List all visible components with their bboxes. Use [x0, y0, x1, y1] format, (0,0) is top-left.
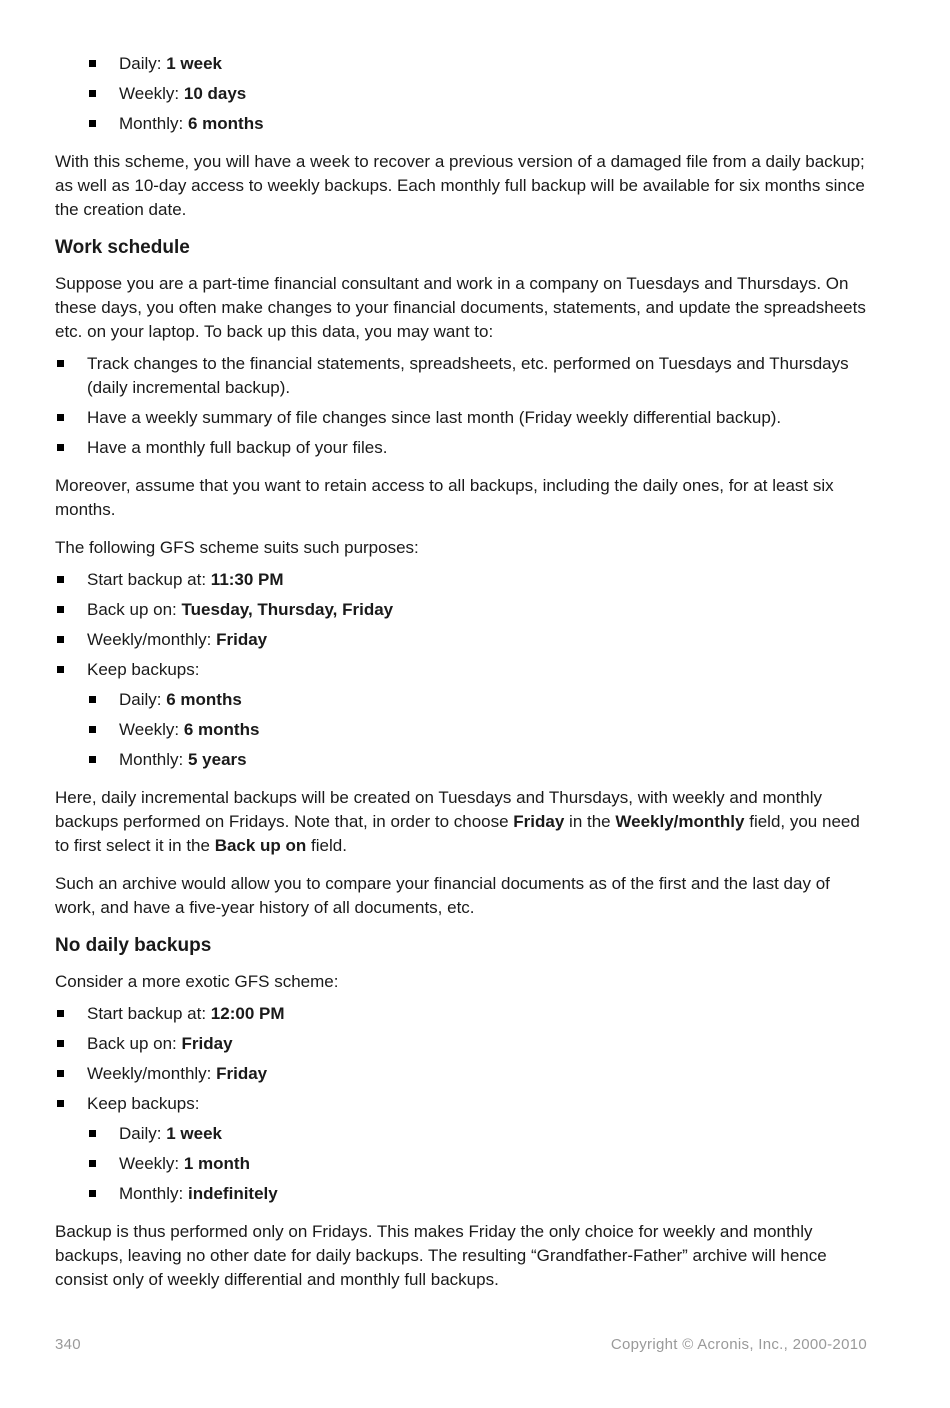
list-item: Back up on: Friday — [55, 1032, 875, 1056]
paragraph: With this scheme, you will have a week to recover a previous version of a damaged file from a daily backup; as well as 10-day access to weekly backups. Each monthly full backup will be available for six months since the creation date. — [55, 152, 865, 219]
work-needs-list — [55, 352, 875, 460]
list-item: Start backup at: 12:00 PM — [55, 1002, 875, 1026]
bullet-icon — [57, 1010, 64, 1017]
paragraph: Suppose you are a part-time financial consultant and work in a company on Tuesdays and Thursdays. On these days, you often make changes to your financial documents, statements, and update the spreadsheets etc. on your laptop. To back up this data, you may want to: — [55, 274, 866, 341]
retention-list-top — [55, 52, 875, 136]
exotic-gfs-list — [55, 1002, 875, 1206]
list-item: Monthly: indefinitely — [55, 1182, 875, 1206]
bullet-icon — [89, 120, 96, 127]
list-item: Keep backups: — [55, 1092, 875, 1116]
bullet-icon — [57, 444, 64, 451]
list-item: Have a weekly summary of file changes since last month (Friday weekly differential backup). — [55, 406, 875, 430]
paragraph: Here, daily incremental backups will be created on Tuesdays and Thursdays, with weekly and monthly backups performed on Fridays. Note that, in order to choose Friday in the Weekly/monthly field, you need to first select it in the Back up on field. — [55, 788, 860, 855]
paragraph: Such an archive would allow you to compare your financial documents as of the first and the last day of work, and have a five-year history of all documents, etc. — [55, 874, 830, 917]
paragraph: Moreover, assume that you want to retain access to all backups, including the daily ones, for at least six months. — [55, 476, 834, 519]
bullet-icon — [57, 666, 64, 673]
list-item: Daily: 1 week — [55, 1122, 875, 1146]
bullet-icon — [89, 696, 96, 703]
paragraph: Backup is thus performed only on Fridays. This makes Friday the only choice for weekly and monthly backups, leaving no other date for daily backups. The resulting “Grandfather-Father” archive will hence consist only of weekly differential and monthly full backups. — [55, 1222, 827, 1289]
bullet-icon — [57, 606, 64, 613]
list-item: Weekly: 1 month — [55, 1152, 875, 1176]
list-item: Keep backups: — [55, 658, 875, 682]
list-item: Track changes to the financial statements, spreadsheets, etc. performed on Tuesdays and Thursdays (daily incremental backup). — [55, 352, 875, 400]
paragraph: The following GFS scheme suits such purposes: — [55, 538, 419, 557]
bullet-icon — [57, 636, 64, 643]
list-item: Weekly: 10 days — [55, 82, 875, 106]
bullet-icon — [57, 1040, 64, 1047]
list-item: Weekly/monthly: Friday — [55, 1062, 875, 1086]
document-body — [55, 52, 875, 1292]
bullet-icon — [89, 60, 96, 67]
list-item: Start backup at: 11:30 PM — [55, 568, 875, 592]
list-item: Monthly: 5 years — [55, 748, 875, 772]
bullet-icon — [89, 1160, 96, 1167]
bullet-icon — [89, 1190, 96, 1197]
list-item: Weekly: 6 months — [55, 718, 875, 742]
bullet-icon — [57, 414, 64, 421]
page-footer — [55, 1336, 867, 1353]
gfs-scheme-list — [55, 568, 875, 772]
section-heading-work-schedule: Work schedule — [55, 237, 190, 258]
bullet-icon — [89, 726, 96, 733]
page-number: 340 — [55, 1336, 81, 1353]
bullet-icon — [89, 1130, 96, 1137]
list-item: Daily: 6 months — [55, 688, 875, 712]
copyright-notice: Copyright © Acronis, Inc., 2000-2010 — [610, 1336, 867, 1353]
bullet-icon — [57, 1070, 64, 1077]
section-heading-no-daily-backups: No daily backups — [55, 935, 212, 956]
paragraph: Consider a more exotic GFS scheme: — [55, 972, 339, 991]
bullet-icon — [89, 756, 96, 763]
list-item: Daily: 1 week — [55, 52, 875, 76]
bullet-icon — [57, 576, 64, 583]
list-item: Weekly/monthly: Friday — [55, 628, 875, 652]
list-item: Have a monthly full backup of your files. — [55, 436, 875, 460]
bullet-icon — [57, 1100, 64, 1107]
bullet-icon — [89, 90, 96, 97]
list-item: Monthly: 6 months — [55, 112, 875, 136]
list-item: Back up on: Tuesday, Thursday, Friday — [55, 598, 875, 622]
bullet-icon — [57, 360, 64, 367]
